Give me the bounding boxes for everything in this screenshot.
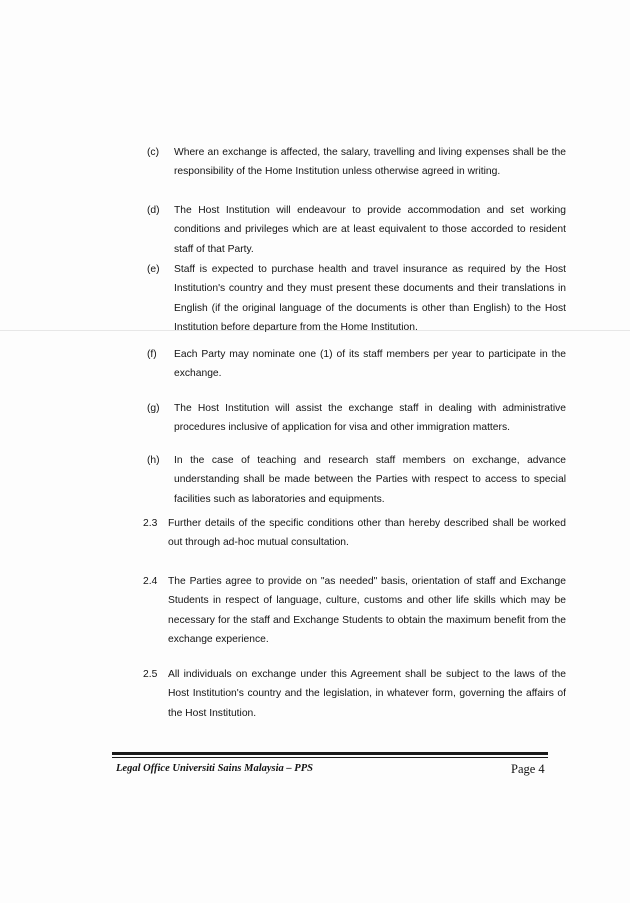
clause-text: All individuals on exchange under this Agreement shall be subject to the laws of the Host Institution's country and the legislation, in whatever form, governing the affairs of the Host Institution. [168,669,566,719]
item-c [147,143,566,182]
item-number: (g) [147,403,160,414]
item-text: Where an exchange is affected, the salary, travelling and living expenses shall be the responsibility of the Home Institution unless otherwise agreed in writing. [174,147,566,178]
clause-2-5 [143,665,566,723]
item-d [147,201,566,259]
item-text: Staff is expected to purchase health and travel insurance as required by the Host Institution's country and they must present these documents and their translations in English (if the original language of the documents is other than English) to the Host Institution before departure from the Home Institution. [174,264,566,334]
clause-text: Further details of the specific conditions other than hereby described shall be worked out through ad-hoc mutual consultation. [168,518,566,549]
item-number: (c) [147,147,160,158]
item-text: In the case of teaching and research staff members on exchange, advance understanding shall be made between the Parties with respect to access to special facilities such as laboratories and equipments. [174,455,566,505]
clause-text: The Parties agree to provide on "as needed" basis, orientation of staff and Exchange Students in respect of language, culture, customs and other life skills which may be necessary for the staff and Exchange Students to obtain the maximum benefit from the exchange experience. [168,576,566,646]
footer-office: Legal Office Universiti Sains Malaysia – PPS [116,763,313,774]
clause-number: 2.5 [143,669,158,680]
clause-number: 2.3 [143,518,158,529]
item-number: (d) [147,205,160,216]
item-g [147,399,566,438]
footer-rule-thick [112,752,548,755]
footer-rule-thin [112,757,548,758]
item-h [147,451,566,509]
item-text: The Host Institution will endeavour to provide accommodation and set working conditions and privileges which are at least equivalent to those accorded to resident staff of that Party. [174,205,566,255]
item-number: (e) [147,264,160,275]
page-number: Page 4 [511,762,545,776]
clause-2-4 [143,572,566,650]
item-text: Each Party may nominate one (1) of its staff members per year to participate in the exchange. [174,349,566,380]
item-number: (h) [147,455,160,466]
item-text: The Host Institution will assist the exchange staff in dealing with administrative procedures inclusive of application for visa and other immigration matters. [174,403,566,434]
item-f [147,345,566,384]
item-number: (f) [147,349,157,360]
clause-number: 2.4 [143,576,158,587]
item-e [147,260,566,338]
clause-2-3 [143,514,566,553]
